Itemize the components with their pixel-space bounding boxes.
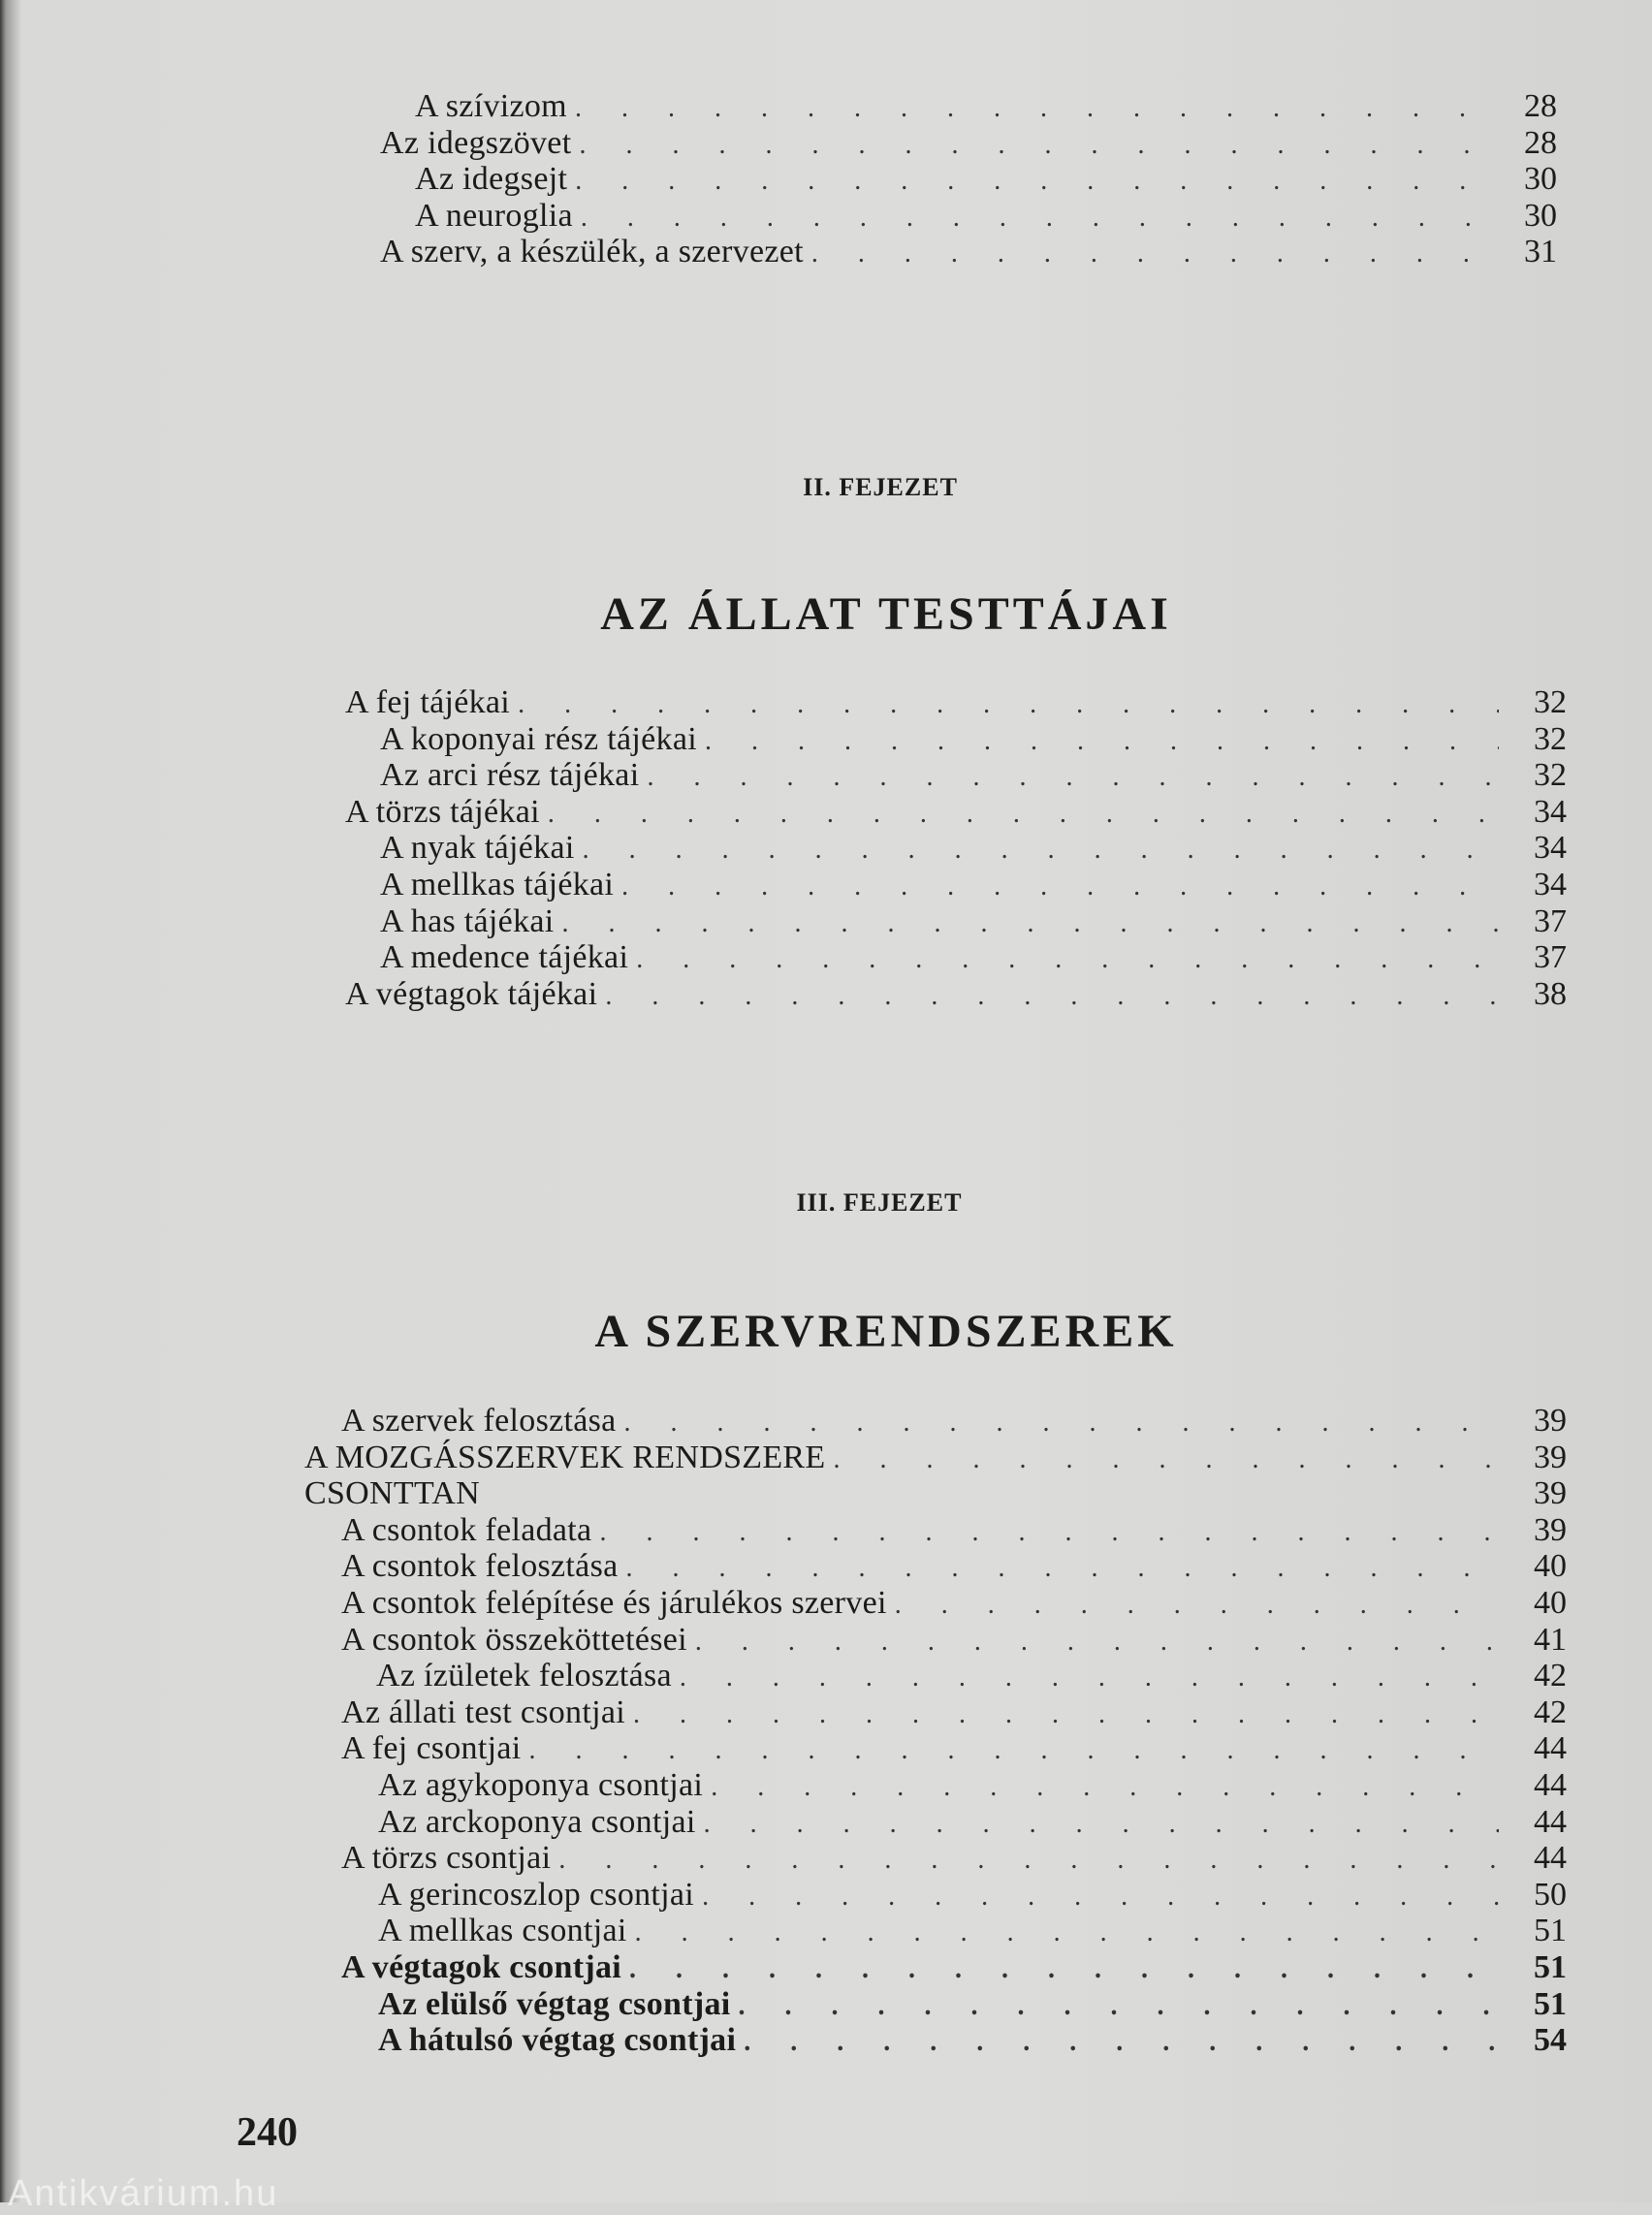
toc-entry [304, 1512, 1567, 1549]
toc-leader-dots [575, 163, 1489, 200]
toc-entry [345, 939, 1567, 976]
toc-leader-dots [626, 1550, 1500, 1587]
toc-entry-page: 44 [1534, 1840, 1567, 1877]
toc-entry-page: 28 [1524, 88, 1557, 124]
toc-entry-title: A szervek felosztása [341, 1403, 617, 1439]
toc-section-chapter-2 [345, 684, 1567, 1012]
toc-entry [345, 757, 1567, 794]
toc-entry [304, 1622, 1567, 1659]
toc-entry-page: 38 [1534, 975, 1567, 1012]
toc-leader-dots [647, 759, 1499, 796]
toc-entry-title: A csontok felosztása [341, 1548, 619, 1585]
toc-entry [380, 161, 1557, 198]
toc-entry-title: A nyak tájékai [380, 830, 575, 867]
toc-leader-dots [705, 723, 1499, 760]
toc-leader-dots [579, 127, 1489, 164]
toc-entry [304, 1767, 1567, 1804]
toc-entry-title: A hátulsó végtag csontjai [378, 2022, 737, 2059]
toc-entry-title: A MOZGÁSSZERVEK RENDSZERE [304, 1439, 826, 1475]
toc-leader-dots [599, 1514, 1499, 1551]
toc-entry-page: 54 [1534, 2022, 1567, 2059]
toc-entry-title: Az állati test csontjai [341, 1693, 625, 1730]
toc-leader-dots [711, 1769, 1499, 1806]
toc-entry-title: Az ízületek felosztása [376, 1658, 672, 1694]
toc-entry-title: A mellkas csontjai [378, 1913, 627, 1949]
toc-entry-page: 37 [1534, 902, 1567, 939]
toc-leader-dots [575, 90, 1489, 127]
toc-leader-dots [635, 1914, 1499, 1951]
toc-entry-page: 42 [1534, 1658, 1567, 1694]
toc-entry-page: 34 [1534, 830, 1567, 867]
toc-entry-page: 41 [1534, 1621, 1567, 1658]
toc-leader-dots [744, 2024, 1499, 2061]
toc-entry-page: 39 [1534, 1439, 1567, 1475]
toc-entry-title: A mellkas tájékai [380, 866, 615, 902]
toc-leader-dots [583, 832, 1499, 869]
toc-entry-page: 39 [1534, 1511, 1567, 1548]
toc-entry-title: A szívizom [415, 88, 567, 124]
toc-entry [304, 1949, 1567, 1986]
toc-leader-dots [695, 1624, 1499, 1661]
toc-entry-title: A törzs csontjai [341, 1840, 552, 1877]
toc-entry-title: A medence tájékai [380, 939, 629, 976]
toc-entry-title: A végtagok tájékai [345, 975, 598, 1012]
toc-entry [304, 1804, 1567, 1841]
toc-entry-title: A csontok felépítése és járulékos szervei [341, 1584, 887, 1621]
toc-leader-dots [605, 978, 1499, 1015]
toc-entry-title: Az elülső végtag csontjai [378, 1985, 731, 2022]
toc-entry-title: A végtagok csontjai [341, 1948, 622, 1985]
toc-leader-dots [581, 200, 1489, 237]
toc-entry [380, 198, 1557, 235]
toc-entry-page: 51 [1534, 1913, 1567, 1949]
chapter-title: AZ ÁLLAT TESTTÁJAI [600, 588, 1172, 640]
toc-entry [304, 1913, 1567, 1949]
toc-entry [345, 794, 1567, 831]
toc-entry-title: Az arci rész tájékai [380, 757, 640, 794]
toc-entry [304, 2022, 1567, 2059]
toc-leader-dots [633, 1696, 1499, 1733]
toc-entry [345, 867, 1567, 903]
toc-entry [304, 1475, 1567, 1512]
chapter-title: A SZERVRENDSZEREK [594, 1306, 1178, 1357]
toc-entry-title: Az arckoponya csontjai [378, 1803, 696, 1840]
toc-leader-dots [518, 686, 1499, 723]
toc-entry [345, 903, 1567, 940]
toc-leader-dots [811, 236, 1489, 272]
toc-entry-page: 50 [1534, 1876, 1567, 1913]
toc-entry-title: A gerincoszlop csontjai [378, 1876, 695, 1913]
toc-entry-title: A csontok feladata [341, 1511, 592, 1548]
toc-entry-title: A szerv, a készülék, a szervezet [380, 234, 804, 270]
toc-entry-page: 28 [1524, 124, 1557, 161]
toc-entry [345, 976, 1567, 1013]
page-number: 240 [237, 2110, 298, 2155]
toc-leader-dots [895, 1587, 1499, 1624]
toc-entry-title: A csontok összeköttetései [341, 1621, 687, 1658]
toc-entry [380, 234, 1557, 270]
toc-entry-title: CSONTTAN [304, 1475, 481, 1512]
toc-entry-page: 30 [1524, 197, 1557, 234]
toc-entry [304, 1440, 1567, 1476]
toc-leader-dots [624, 1405, 1499, 1441]
watermark: Antikvárium.hu [8, 2173, 279, 2214]
toc-leader-dots [629, 1951, 1499, 1988]
toc-entry-page: 51 [1534, 1948, 1567, 1985]
toc-entry-page: 40 [1534, 1584, 1567, 1621]
toc-entry [345, 830, 1567, 867]
toc-entry-page: 32 [1534, 757, 1567, 794]
toc-entry [304, 1986, 1567, 2023]
toc-entry-page: 32 [1534, 720, 1567, 757]
toc-entry-page: 42 [1534, 1693, 1567, 1730]
toc-entry-page: 37 [1534, 939, 1567, 976]
toc-entry-title: A neuroglia [415, 197, 573, 234]
toc-entry [304, 1548, 1567, 1585]
toc-entry [380, 88, 1557, 125]
toc-leader-dots [680, 1660, 1499, 1696]
chapter-label: II. FEJEZET [803, 473, 958, 501]
toc-leader-dots [702, 1879, 1499, 1915]
toc-section-chapter-3 [304, 1403, 1567, 2059]
toc-entry [304, 1840, 1567, 1877]
toc-leader-dots [558, 1842, 1499, 1879]
toc-entry-page: 44 [1534, 1803, 1567, 1840]
toc-entry-title: A törzs tájékai [345, 793, 540, 830]
toc-leader-dots [833, 1441, 1499, 1478]
toc-section-continued [380, 88, 1557, 270]
toc-entry-page: 51 [1534, 1985, 1567, 2022]
toc-entry [380, 125, 1557, 162]
toc-entry-page: 31 [1524, 234, 1557, 270]
toc-entry-title: A koponyai rész tájékai [380, 720, 697, 757]
toc-leader-dots [739, 1988, 1499, 2025]
toc-entry-page: 39 [1534, 1475, 1567, 1512]
toc-entry-title: A fej tájékai [345, 684, 511, 720]
toc-entry [304, 1877, 1567, 1914]
toc-entry [345, 684, 1567, 721]
toc-leader-dots [704, 1806, 1499, 1843]
toc-entry-page: 39 [1534, 1403, 1567, 1439]
toc-entry-title: Az idegszövet [380, 124, 572, 161]
chapter-label: III. FEJEZET [796, 1188, 963, 1217]
toc-entry [304, 1694, 1567, 1731]
toc-entry [345, 721, 1567, 758]
toc-leader-dots [529, 1732, 1500, 1769]
toc-leader-dots [621, 869, 1499, 905]
toc-leader-dots [636, 941, 1499, 978]
toc-entry-page: 34 [1534, 793, 1567, 830]
toc-entry [304, 1730, 1567, 1767]
toc-leader-dots [548, 796, 1499, 833]
toc-entry-page: 32 [1534, 684, 1567, 720]
toc-entry-page: 34 [1534, 866, 1567, 902]
toc-entry-title: A fej csontjai [341, 1730, 522, 1767]
toc-leader-dots [562, 905, 1499, 942]
toc-entry-title: Az idegsejt [415, 161, 568, 198]
toc-entry-page: 44 [1534, 1766, 1567, 1803]
toc-entry-title: A has tájékai [380, 902, 555, 939]
toc-entry [304, 1403, 1567, 1440]
toc-entry-page: 40 [1534, 1548, 1567, 1585]
toc-entry-page: 44 [1534, 1730, 1567, 1767]
toc-entry-title: Az agykoponya csontjai [378, 1766, 704, 1803]
toc-entry-page: 30 [1524, 161, 1557, 198]
toc-entry [304, 1585, 1567, 1622]
toc-entry [304, 1658, 1567, 1694]
